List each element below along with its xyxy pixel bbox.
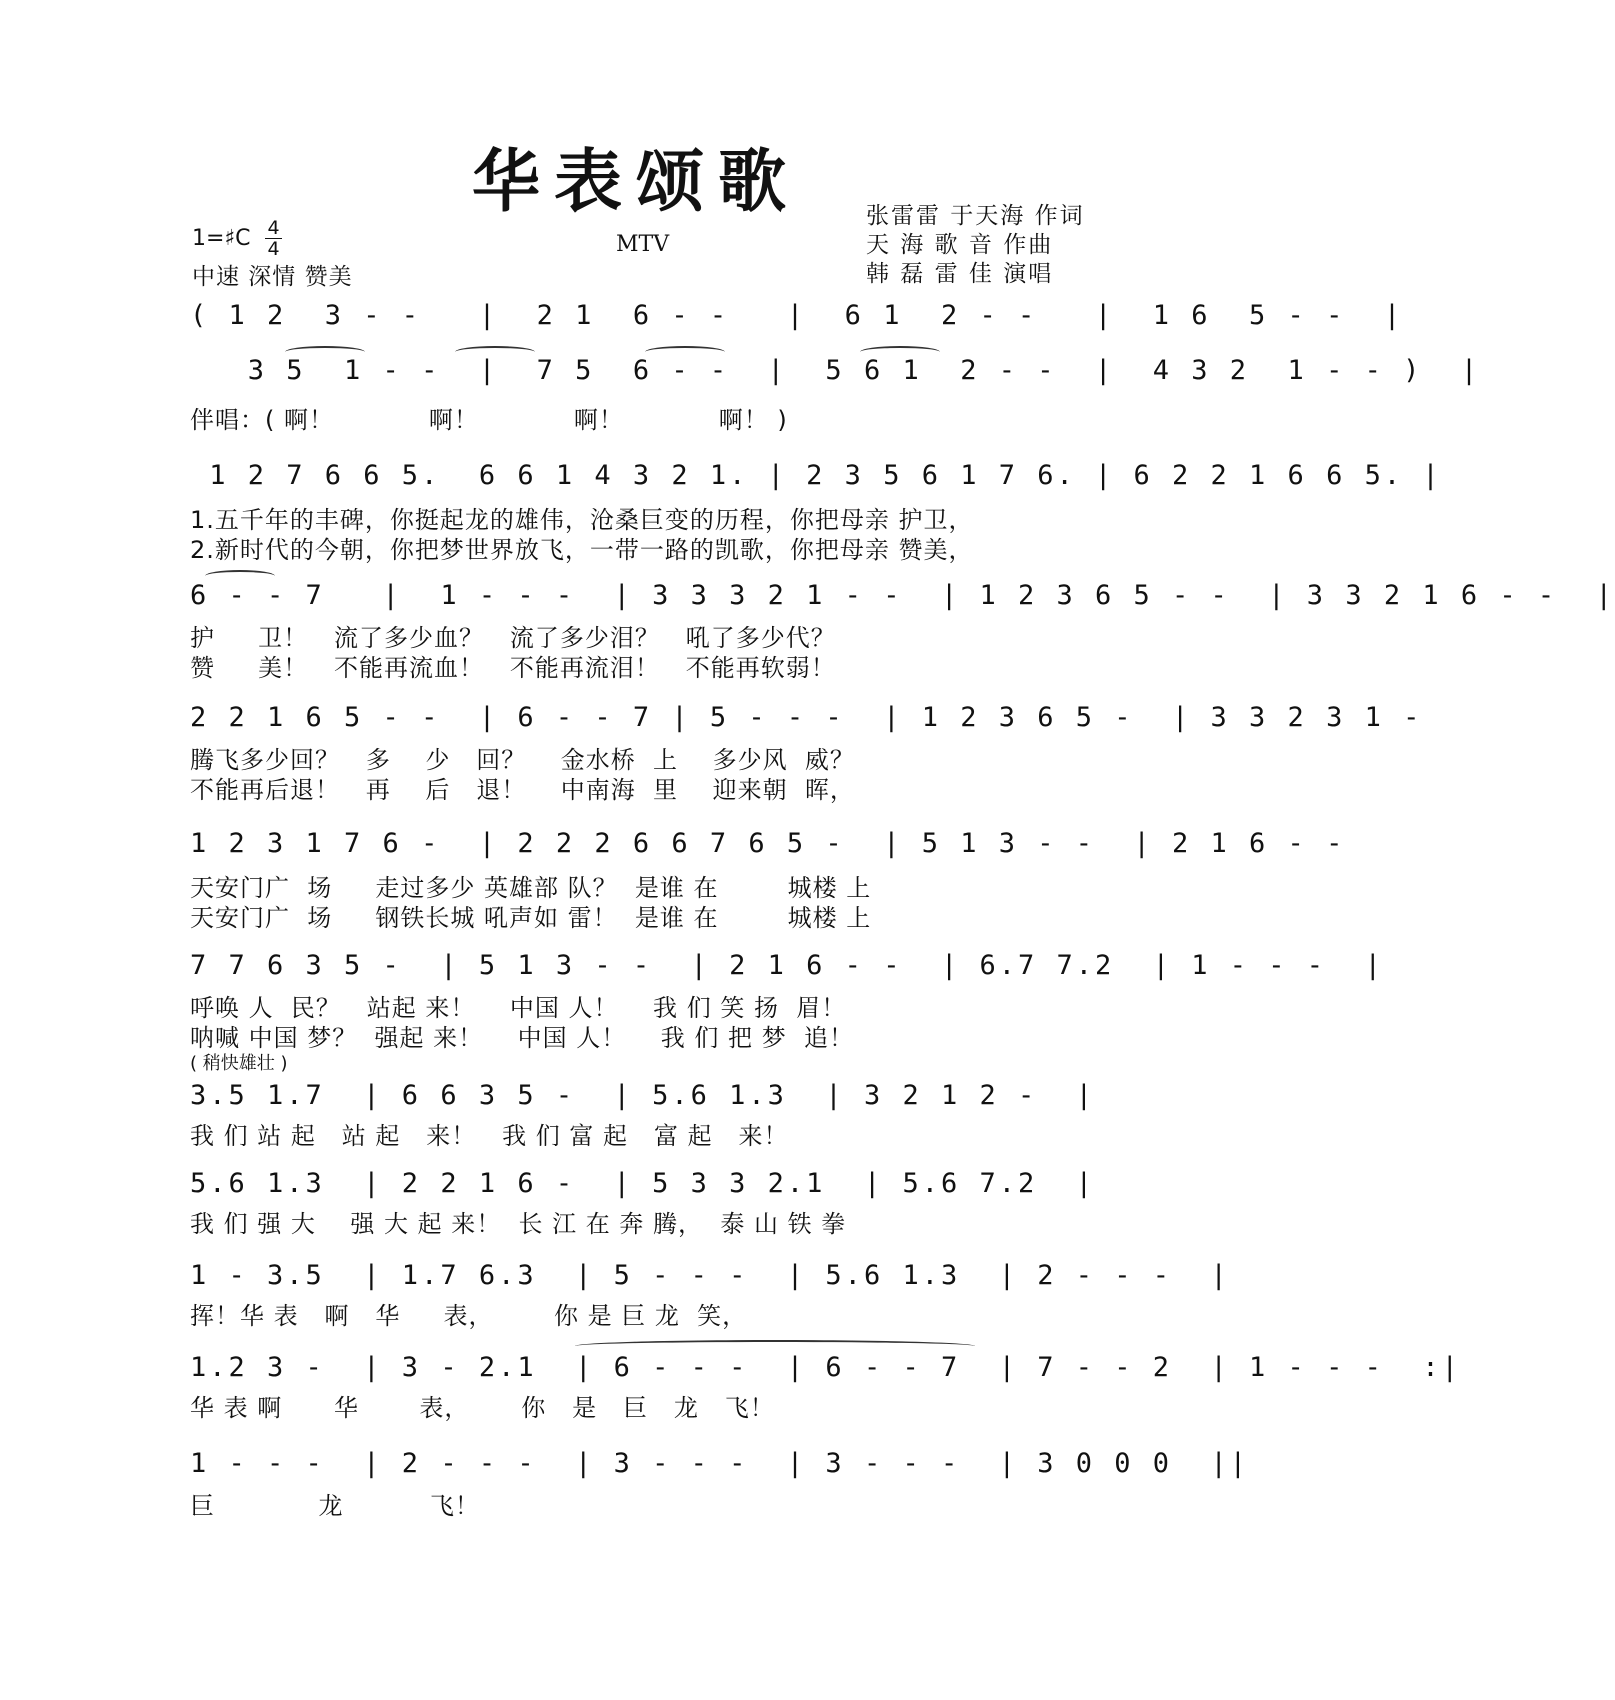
credit-composer: 天 海 歌 音 作曲 xyxy=(866,232,1054,258)
time-signature-top: 4 xyxy=(267,217,280,239)
lyric-line: 2.新时代的今朝，你把梦世界放飞，一带一路的凯歌，你把母亲 赞美， xyxy=(190,536,974,564)
lyric-line: 腾飞多少回？ 多 少 回？ 金水桥 上 多少风 威？ xyxy=(190,746,855,774)
slur-mark xyxy=(860,346,940,358)
notation-line: 7 7 6 3 5 - | 5 1 3 - - | 2 1 6 - - | 6.7 7.2 | 1 - - - | xyxy=(190,950,1384,981)
notation-line: 1 - - - | 2 - - - | 3 - - - | 3 - - - | 3 0 0 0 || xyxy=(190,1448,1250,1479)
lyric-line: 挥！华 表 啊 华 表， 你 是 巨 龙 笑， xyxy=(190,1302,748,1330)
slur-mark xyxy=(645,346,725,358)
mtv-label: MTV xyxy=(616,232,670,257)
notation-line: 2 2 1 6 5 - - | 6 - - 7 | 5 - - - | 1 2 3 6 5 - | 3 3 2 3 1 - xyxy=(190,702,1423,733)
lyric-line: 1.五千年的丰碑，你挺起龙的雄伟，沧桑巨变的历程，你把母亲 护卫， xyxy=(190,506,974,534)
section-tempo-marking: ( 稍快雄壮 ) xyxy=(190,1053,288,1074)
lyric-line: 伴唱：( 啊！ 啊！ 啊！ 啊！ ) xyxy=(190,406,788,434)
lyric-line: 不能再后退！ 再 后 退！ 中南海 里 迎来朝 晖， xyxy=(190,776,855,804)
slur-mark xyxy=(285,346,365,358)
time-signature xyxy=(265,218,281,259)
lyric-line: 我 们 站 起 站 起 来！ 我 们 富 起 富 起 来！ xyxy=(190,1122,789,1150)
key-signature xyxy=(192,218,282,259)
notation-line: 3 5 1 - - | 7 5 6 - - | 5 6 1 2 - - | 4 3 2 1 - - ) | xyxy=(190,355,1481,386)
page-title: 华表颂歌 xyxy=(471,142,800,222)
slur-mark xyxy=(205,570,275,582)
notation-line: 5.6 1.3 | 2 2 1 6 - | 5 3 3 2.1 | 5.6 7.2 | xyxy=(190,1168,1096,1199)
lyric-line: 呼唤 人 民？ 站起 来！ 中国 人！ 我 们 笑 扬 眉！ xyxy=(190,994,847,1022)
notation-line: 1 2 3 1 7 6 - | 2 2 2 6 6 7 6 5 - | 5 1 3 - - | 2 1 6 - - xyxy=(190,828,1346,859)
lyric-line: 赞 美！ 不能再流血！ 不能再流泪！ 不能再软弱！ xyxy=(190,654,836,682)
time-signature-bottom: 4 xyxy=(267,238,280,260)
lyric-line: 呐喊 中国 梦？ 强起 来！ 中国 人！ 我 们 把 梦 追！ xyxy=(190,1024,854,1052)
notation-line: 1 2 7 6 6 5. 6 6 1 4 3 2 1. | 2 3 5 6 1 7 6. | 6 2 2 1 6 6 5. | xyxy=(190,460,1442,491)
lyric-line: 华 表 啊 华 表， 你 是 巨 龙 飞！ xyxy=(190,1394,775,1422)
credit-singer: 韩 磊 雷 佳 演唱 xyxy=(866,261,1054,287)
notation-line: 6 - - 7 | 1 - - - | 3 3 3 2 1 - - | 1 2 3 6 5 - - | 3 3 2 1 6 - - | xyxy=(190,580,1615,611)
key-text: 1=♯C xyxy=(192,226,251,251)
notation-line: ( 1 2 3 - - | 2 1 6 - - | 6 1 2 - - | 1 6 5 - - | xyxy=(190,300,1404,331)
credit-lyricist: 张雷雷 于天海 作词 xyxy=(866,203,1085,229)
lyric-line: 天安门广 场 钢铁长城 吼声如 雷！ 是谁 在 城楼 上 xyxy=(190,904,872,932)
tempo-marking: 中速 深情 赞美 xyxy=(192,264,353,290)
lyric-line: 巨 龙 飞！ xyxy=(190,1492,480,1520)
slur-mark xyxy=(575,1340,975,1352)
lyric-line: 护 卫！ 流了多少血？ 流了多少泪？ 吼了多少代？ xyxy=(190,624,836,652)
notation-line: 1 - 3.5 | 1.7 6.3 | 5 - - - | 5.6 1.3 | 2 - - - | xyxy=(190,1260,1230,1291)
lyric-line: 我 们 强 大 强 大 起 来！ 长 江 在 奔 腾， 泰 山 铁 拳 xyxy=(190,1210,847,1238)
notation-line: 3.5 1.7 | 6 6 3 5 - | 5.6 1.3 | 3 2 1 2 - | xyxy=(190,1080,1096,1111)
lyric-line: 天安门广 场 走过多少 英雄部 队？ 是谁 在 城楼 上 xyxy=(190,874,872,902)
credits xyxy=(866,202,1085,289)
slur-mark xyxy=(455,346,535,358)
notation-line: 1.2 3 - | 3 - 2.1 | 6 - - - | 6 - - 7 | 7 - - 2 | 1 - - - :| xyxy=(190,1352,1461,1383)
